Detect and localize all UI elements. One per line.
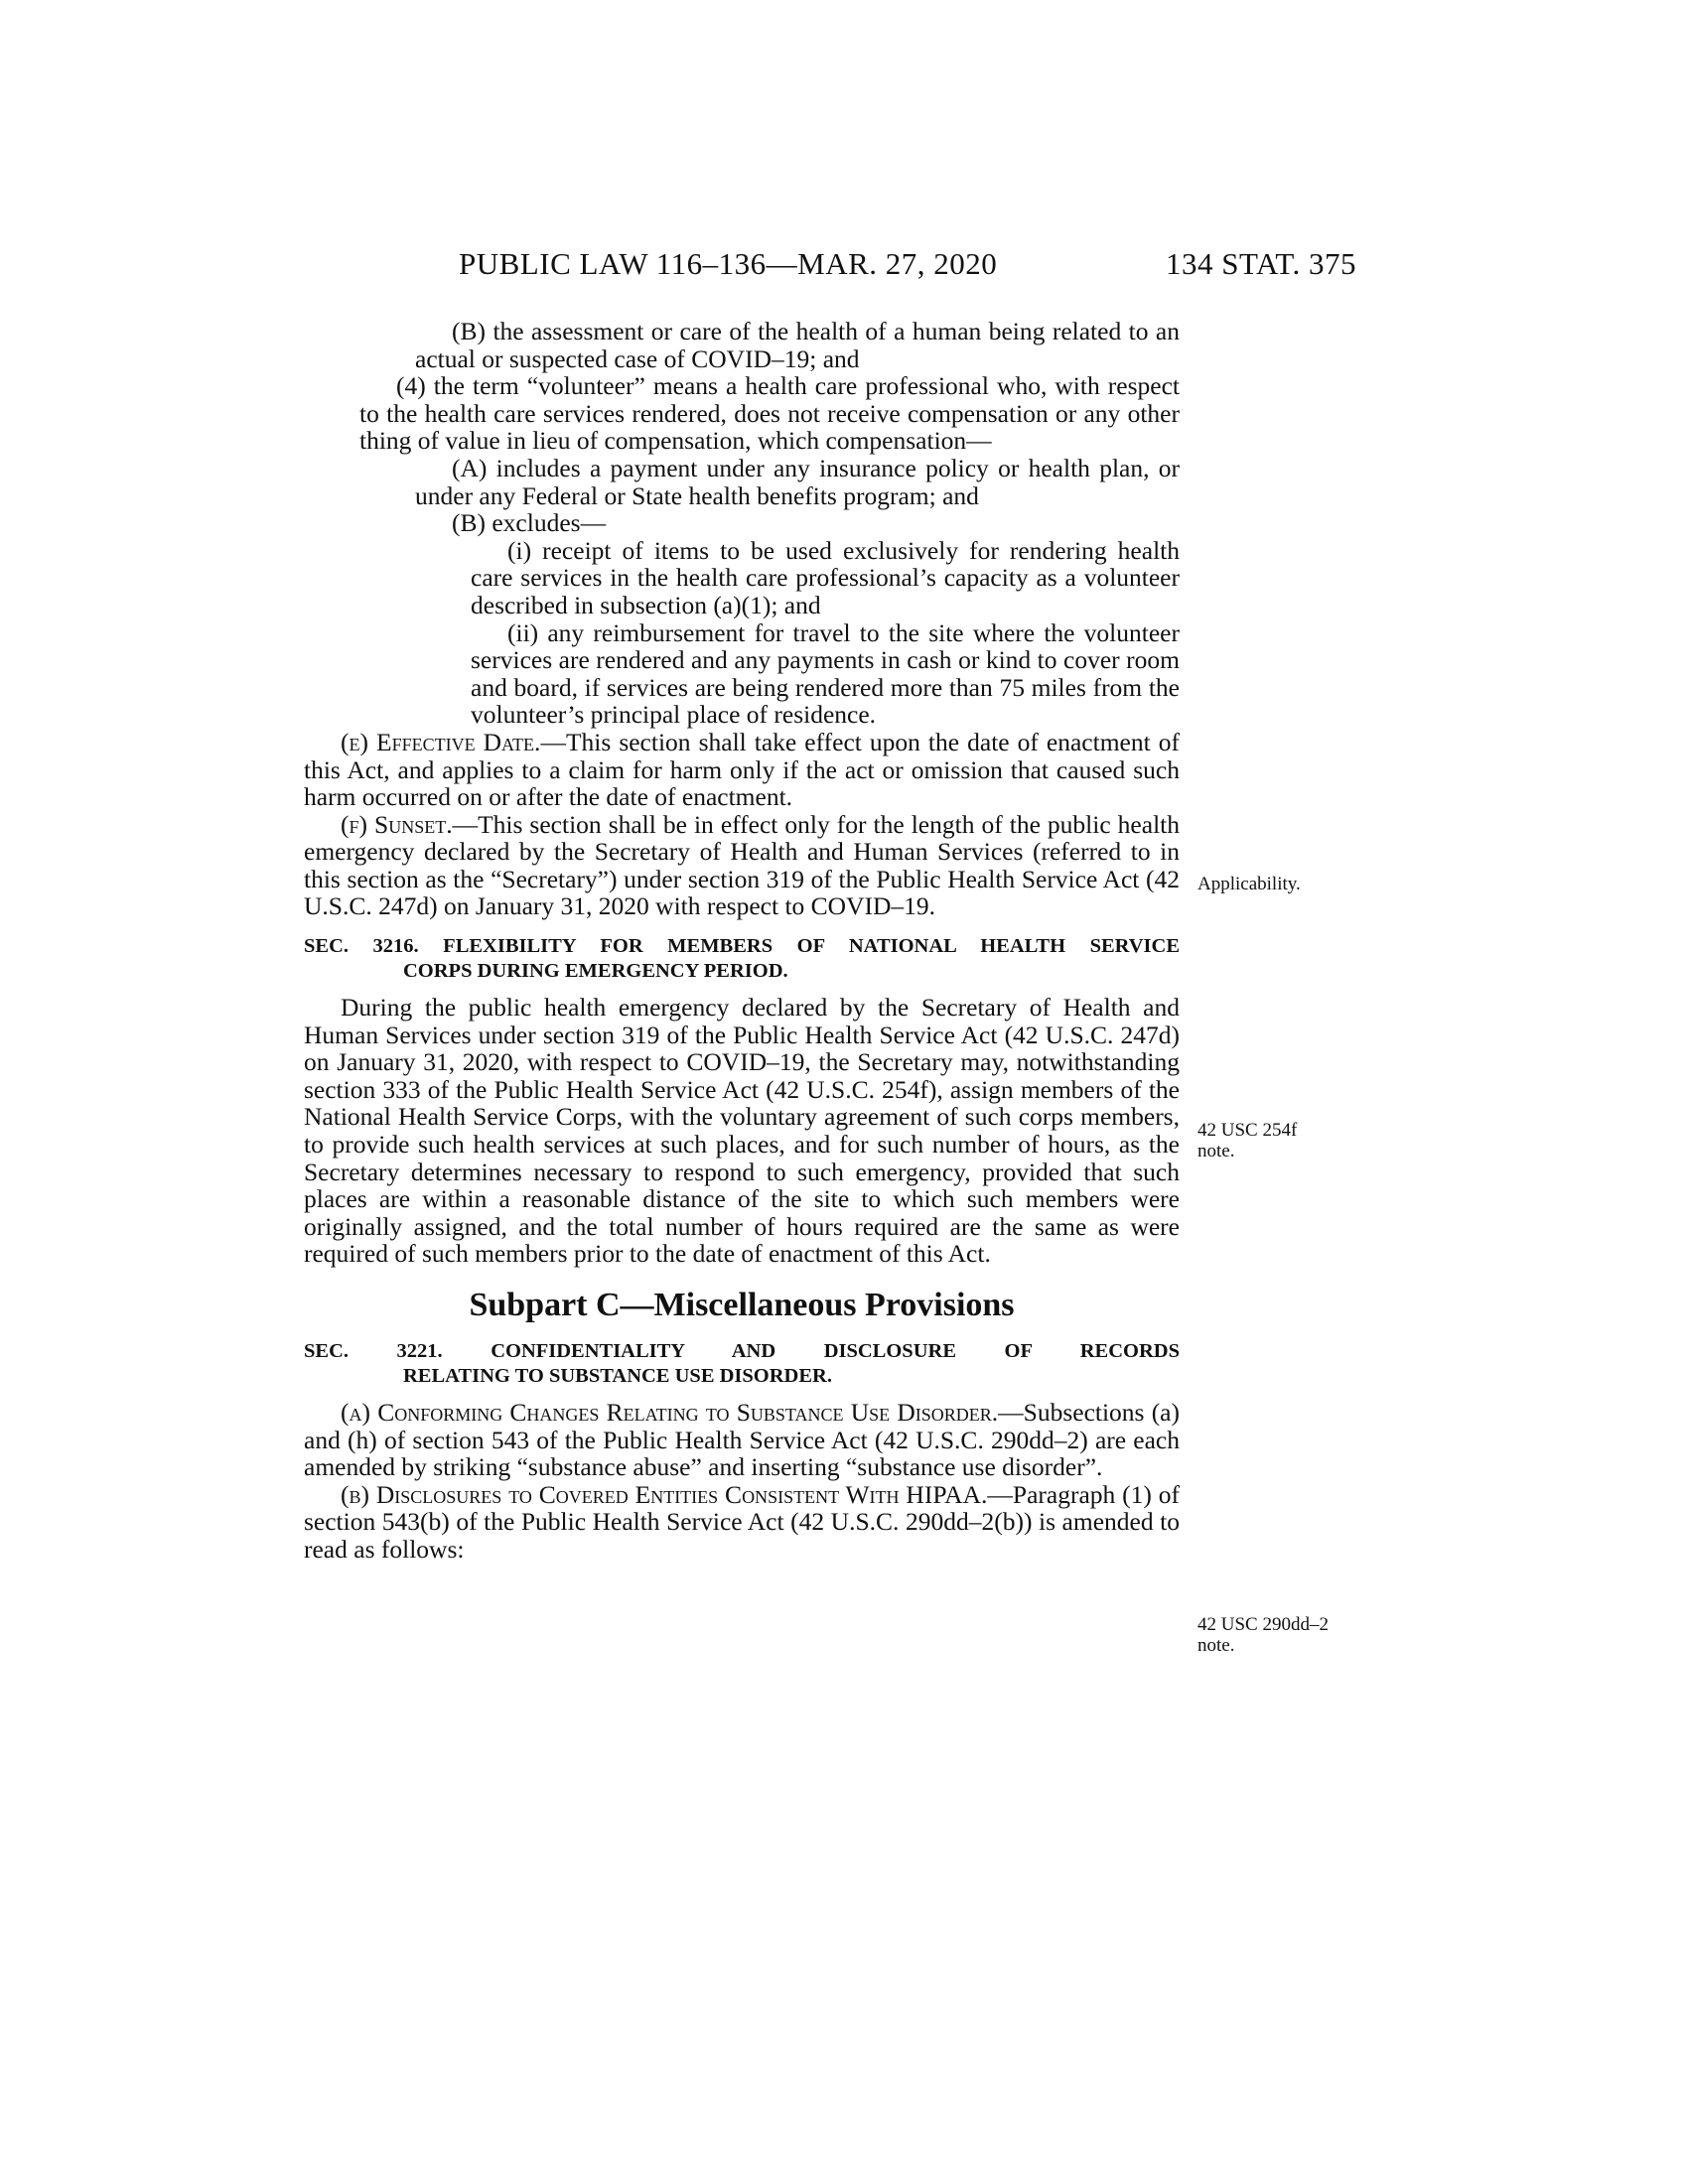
effective-date-heading: (e) Effective Date. <box>341 727 541 756</box>
paragraph-a-includes: (A) includes a payment under any insurance policy or health plan, or under any Federal or State health benefits program; and <box>415 453 1180 510</box>
paragraph-e-effective-date <box>304 729 1180 811</box>
paragraph-a-conforming-changes <box>304 1399 1180 1481</box>
page-header-title: PUBLIC LAW 116–136—MAR. 27, 2020 <box>459 246 998 281</box>
paragraph-b-disclosures <box>304 1481 1180 1564</box>
margin-note-42-usc-290dd-2-line1: 42 USC 290dd–2 <box>1197 1614 1329 1635</box>
paragraph-ii-reimbursement: (ii) any reimbursement for travel to the site where the volunteer services are rendered and any payments in cash or kind to cover room and board, if services are being rendered more than 75 miles from the volunteer’s principal place of residence. <box>471 617 1180 730</box>
margin-note-applicability: Applicability. <box>1197 874 1301 894</box>
sunset-text: —This section shall be in effect only for the length of the public health emergency declared by the Secretary of Health and Human Services (referred to in this section as the “Secretary”) under section 319 of the Public Health Service Act (42 U.S.C. 247d) on January 31, 2020 with respect to COVID–19. <box>304 809 1180 921</box>
subpart-c-title: Subpart C—Miscellaneous Provisions <box>469 1287 1015 1323</box>
section-3216-heading-line2: CORPS DURING EMERGENCY PERIOD. <box>403 960 788 983</box>
margin-note-42-usc-290dd-2-line2: note. <box>1197 1635 1235 1656</box>
section-3221-heading <box>304 1339 1180 1389</box>
section-3221-heading-line2: RELATING TO SUBSTANCE USE DISORDER. <box>403 1365 832 1387</box>
margin-note-42-usc-254f <box>1197 1120 1396 1161</box>
paragraph-b-excludes: (B) excludes— <box>452 508 607 538</box>
paragraph-i-receipt: (i) receipt of items to be used exclusively for rendering health care services in the health care professional’s capacity as a volunteer described in subsection (a)(1); and <box>471 535 1180 619</box>
conforming-changes-text: —Subsections (a) and (h) of section 543 of the Public Health Service Act (42 U.S.C. 290dd–2) are each amended by striking “substance abuse” and inserting “substance use disorder”. <box>304 1398 1180 1482</box>
margin-note-42-usc-254f-line1: 42 USC 254f <box>1197 1120 1298 1141</box>
section-3221-heading-line1: SEC. 3221. CONFIDENTIALITY AND DISCLOSURE OF RECORDS <box>304 1340 1180 1362</box>
conforming-changes-heading: (a) Conforming Changes Relating to Substance Use Disorder. <box>341 1398 999 1427</box>
section-3216-heading-line1: SEC. 3216. FLEXIBILITY FOR MEMBERS OF NATIONAL HEALTH SERVICE <box>304 935 1180 958</box>
sunset-heading: (f) Sunset. <box>341 809 453 839</box>
effective-date-text: —This section shall take effect upon the date of enactment of this Act, and applies to a claim for harm only if the act or omission that caused such harm occurred on or after the date of enactment. <box>304 727 1180 812</box>
page-header-stat-reference: 134 STAT. 375 <box>1166 246 1357 281</box>
paragraph-4-volunteer-definition: (4) the term “volunteer” means a health care professional who, with respect to the health care services rendered, does not receive compensation or any other thing of value in lieu of compensation, which compensation— <box>359 371 1180 456</box>
paragraph-f-sunset <box>304 811 1180 920</box>
body-text <box>304 318 1180 1564</box>
disclosures-heading: (b) Disclosures to Covered Entities Consistent With HIPAA. <box>341 1479 988 1509</box>
section-3216-heading <box>304 934 1180 984</box>
margin-note-42-usc-254f-line2: note. <box>1197 1141 1235 1161</box>
section-3216-body: During the public health emergency declared by the Secretary of Health and Human Services under section 319 of the Public Health Service Act (42 U.S.C. 247d) on January 31, 2020, with respect to COVID–19, the Secretary may, notwithstanding section 333 of the Public Health Service Act (42 U.S.C. 254f), assign members of the National Health Service Corps, with the voluntary agreement of such corps members, to provide such health services at such places, and for such number of hours, as the Secretary determines necessary to respond to such emergency, provided that such places are within a reasonable distance of the site to which such members were originally assigned, and the total number of hours required are the same as were required of such members prior to the date of enactment of this Act. <box>304 993 1180 1269</box>
margin-note-42-usc-290dd-2 <box>1197 1614 1396 1656</box>
disclosures-text: —Paragraph (1) of section 543(b) of the Public Health Service Act (42 U.S.C. 290dd–2(b)) is amended to read as follows: <box>304 1479 1180 1564</box>
paragraph-b-assessment: (B) the assessment or care of the health of a human being related to an actual or suspected case of COVID–19; and <box>415 317 1180 373</box>
